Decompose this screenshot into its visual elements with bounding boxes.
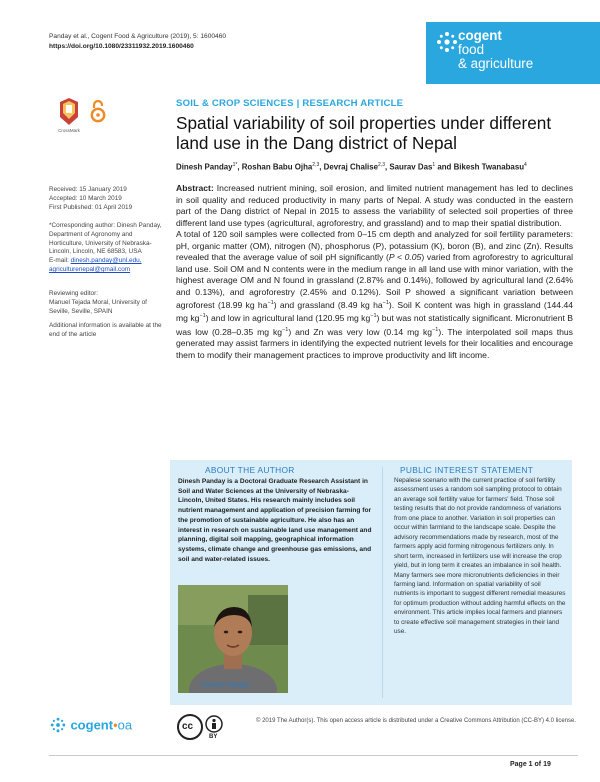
- section-label: SOIL & CROP SCIENCES | RESEARCH ARTICLE: [176, 98, 404, 109]
- oa-word: oa: [117, 717, 133, 733]
- by-label: BY: [209, 734, 218, 740]
- unit-exponent: −1: [382, 300, 389, 306]
- journal-brand-name: [458, 29, 533, 70]
- unit-exponent: −1: [432, 326, 439, 333]
- abstract-paragraph-2: [176, 229, 573, 361]
- running-header: [49, 32, 226, 51]
- abstract-text: Increased nutrient mining, soil erosion, and limited nutrient management has led to declines in soil quality and reduced productivity in many parts of Nepal. A study was conducted in the eastern part of the Dang district of Nepal in 2015 to assess the variability of selected soil properties of three different land use types (agricultural, agroforestry, and grassland) and to map their spatial distribution.: [176, 183, 574, 228]
- author-affiliation: 1*: [232, 162, 238, 168]
- cogent-word: cogent: [70, 717, 114, 733]
- author-photo: [178, 585, 288, 693]
- article-dates: [49, 186, 167, 212]
- cc-license-badge[interactable]: [176, 713, 228, 743]
- stat-value: P < 0.05: [388, 252, 422, 262]
- abstract-text: ) varied from agroforestry to agricultural land use. Soil OM and N contents were in the medium range in all land use with minor variation, with the highest average OM and N found in grassland (2.87% and 0.14%), followed by agricultural land (2.64% and 0.13%), and agroforestry (2.45% and 0.12%). Soil P showed a significant variation between agroforest (18.99 kg ha: [176, 252, 574, 310]
- corresponding-author-block: [49, 222, 167, 275]
- brand-line-2: food: [458, 41, 485, 57]
- open-access-lock-icon: [90, 99, 106, 123]
- cc-label: cc: [182, 721, 194, 732]
- email-link[interactable]: dinesh.panday@unl.edu, agriculturenepal@gmail.com: [49, 257, 142, 273]
- abstract-text: A total of 120 soil samples were collected from 0–15 cm depth and analyzed for soil fertility parameters: pH, organic matter (OM), nitrogen (N), phosphorus (P), potassium (K), boron (B), and zinc (Zn). Results revealed that the average value of soil pH significantly (: [176, 229, 573, 262]
- received-date: Received: 15 January 2019: [49, 186, 127, 193]
- citation-line: Panday et al., Cogent Food & Agriculture (2019), 5: 1600460: [49, 33, 227, 40]
- author-name[interactable]: Dinesh Panday: [176, 162, 233, 172]
- author-affiliation: 2,3: [312, 162, 320, 168]
- corresponding-author: *Corresponding author: Dinesh Panday, Department of Agronomy and Horticulture, University of Nebraska-Lincoln, Lincoln, NE 68583, USA: [49, 222, 162, 256]
- public-interest-statement: Nepalese scenario with the current practice of soil fertility assessment uses a random soil sampling protocol to obtain an average soil fertility value for farmers' field. Those soil testing results that do not provide randomness of variations from one place to another. Variation in soil properties can occur within farmland to the landscape scale. Despite the advisory recommendations made by research, most of the farmers apply acid forming nitrogenous fertilizers only. In short term, increased in fertilizers use will increase the crop yield, but in long term it creates an imbalance in soil health. Many farmers see more micronutrients deficiencies in their farming land. Information on spatial variability of soil nutrients is important to suggest different remedial measures for optimum production without adding harmful effects on the environment. This article implies local farmers and planners to create effective soil management strategies in their land use.: [394, 477, 566, 636]
- unit-exponent: −1: [282, 326, 289, 333]
- page-label: Page 1 of 19: [510, 761, 551, 768]
- email-line: [49, 257, 167, 275]
- abstract: [176, 183, 573, 361]
- reviewing-editor-block: [49, 290, 167, 316]
- crossmark-label: CrossMark: [58, 128, 80, 133]
- accepted-date: Accepted: 10 March 2019: [49, 194, 122, 202]
- abstract-text: ). The interpolated soil maps thus generated may assist farmers in identifying the expected nutrient levels for their localities and encourage them to modify their management practices to improve productivity and lift income.: [176, 326, 573, 360]
- author-affiliation: 1: [432, 162, 436, 168]
- unit-exponent: −1: [370, 313, 377, 320]
- additional-info: Additional information is available at the end of the article: [49, 322, 162, 338]
- license-text: © 2019 The Author(s). This open access article is distributed under a Creative Commons Attribution (CC-BY) 4.0 license.: [256, 718, 577, 724]
- abstract-text: ). Soil K content was high in grassland (144.44 mg kg: [176, 299, 574, 324]
- about-author-heading: ABOUT THE AUTHOR: [205, 465, 295, 475]
- reviewing-editor-label: Reviewing editor:: [49, 290, 99, 297]
- author-list: Dinesh Panday$^{1*}$, Roshan Babu Ojha$^{2,3}$, Devraj Chalise$^{2,3}$, Saurav Das$^1$ and Bikesh Twanabasu$^4$: [176, 162, 527, 172]
- public-interest-heading: PUBLIC INTEREST STATEMENT: [400, 465, 534, 475]
- brand-line-1: cogent: [458, 28, 502, 43]
- page-number: [510, 761, 551, 768]
- abstract-text: ) and Zn was very low (0.14 mg kg: [288, 326, 433, 337]
- abstract-label: Abstract:: [176, 183, 214, 193]
- brand-line-3: & agriculture: [458, 55, 534, 71]
- author-name[interactable]: Roshan Babu Ojha: [241, 162, 313, 172]
- author-name[interactable]: Devraj Chalise: [323, 162, 379, 172]
- author-affiliation: 4: [524, 162, 527, 168]
- author-name[interactable]: Saurav Das: [389, 162, 433, 172]
- cogent-star-icon: [50, 717, 66, 733]
- footer-rule: [49, 755, 578, 756]
- doi-link[interactable]: https://doi.org/10.1080/23311932.2019.1600460: [49, 42, 194, 50]
- cogent-oa-logo[interactable]: [50, 716, 132, 734]
- abstract-text: ) and grassland (8.49 kg ha: [273, 299, 383, 310]
- crossmark-icon[interactable]: [58, 97, 80, 127]
- author-name[interactable]: Bikesh Twanabasu: [453, 162, 525, 172]
- author-affiliation: 2,3: [378, 162, 385, 168]
- oa-arrow-icon: •: [113, 717, 118, 733]
- panel-divider: [382, 467, 383, 698]
- article-title: Spatial variability of soil properties under different land use in the Dang district of Nepal: [176, 113, 552, 153]
- abstract-paragraph-1: [176, 183, 573, 229]
- author-bio: Dinesh Panday is a Doctoral Graduate Research Assistant in Soil and Water Sciences at the University of Nebraska-Lincoln, United States. His research mainly includes soil nutrient management and application of precision farming for the promotion of sustainable agriculture. He also has an interest in research on sustainable land use management and planning, digital soil mapping, geographical information systems, climate change and greenhouse gas emissions, and soil and water-related issues.: [178, 478, 372, 563]
- cogent-star-icon: [436, 31, 458, 53]
- photo-caption: Dinesh Panday: [201, 680, 250, 689]
- published-date: First Published: 01 April 2019: [49, 203, 133, 211]
- reviewing-editor: Manuel Tejada Moral, University of Seville, Seville, SPAIN: [49, 298, 147, 315]
- unit-exponent: −1: [199, 313, 206, 320]
- abstract-text: ) and low in agricultural land (120.95 mg kg: [205, 313, 371, 324]
- unit-exponent: −1: [267, 300, 274, 306]
- email-label: E-mail:: [49, 257, 69, 265]
- abstract-text: ) but was not statistically significant. Micronutrient B was low (0.28–0.35 mg kg: [176, 313, 574, 337]
